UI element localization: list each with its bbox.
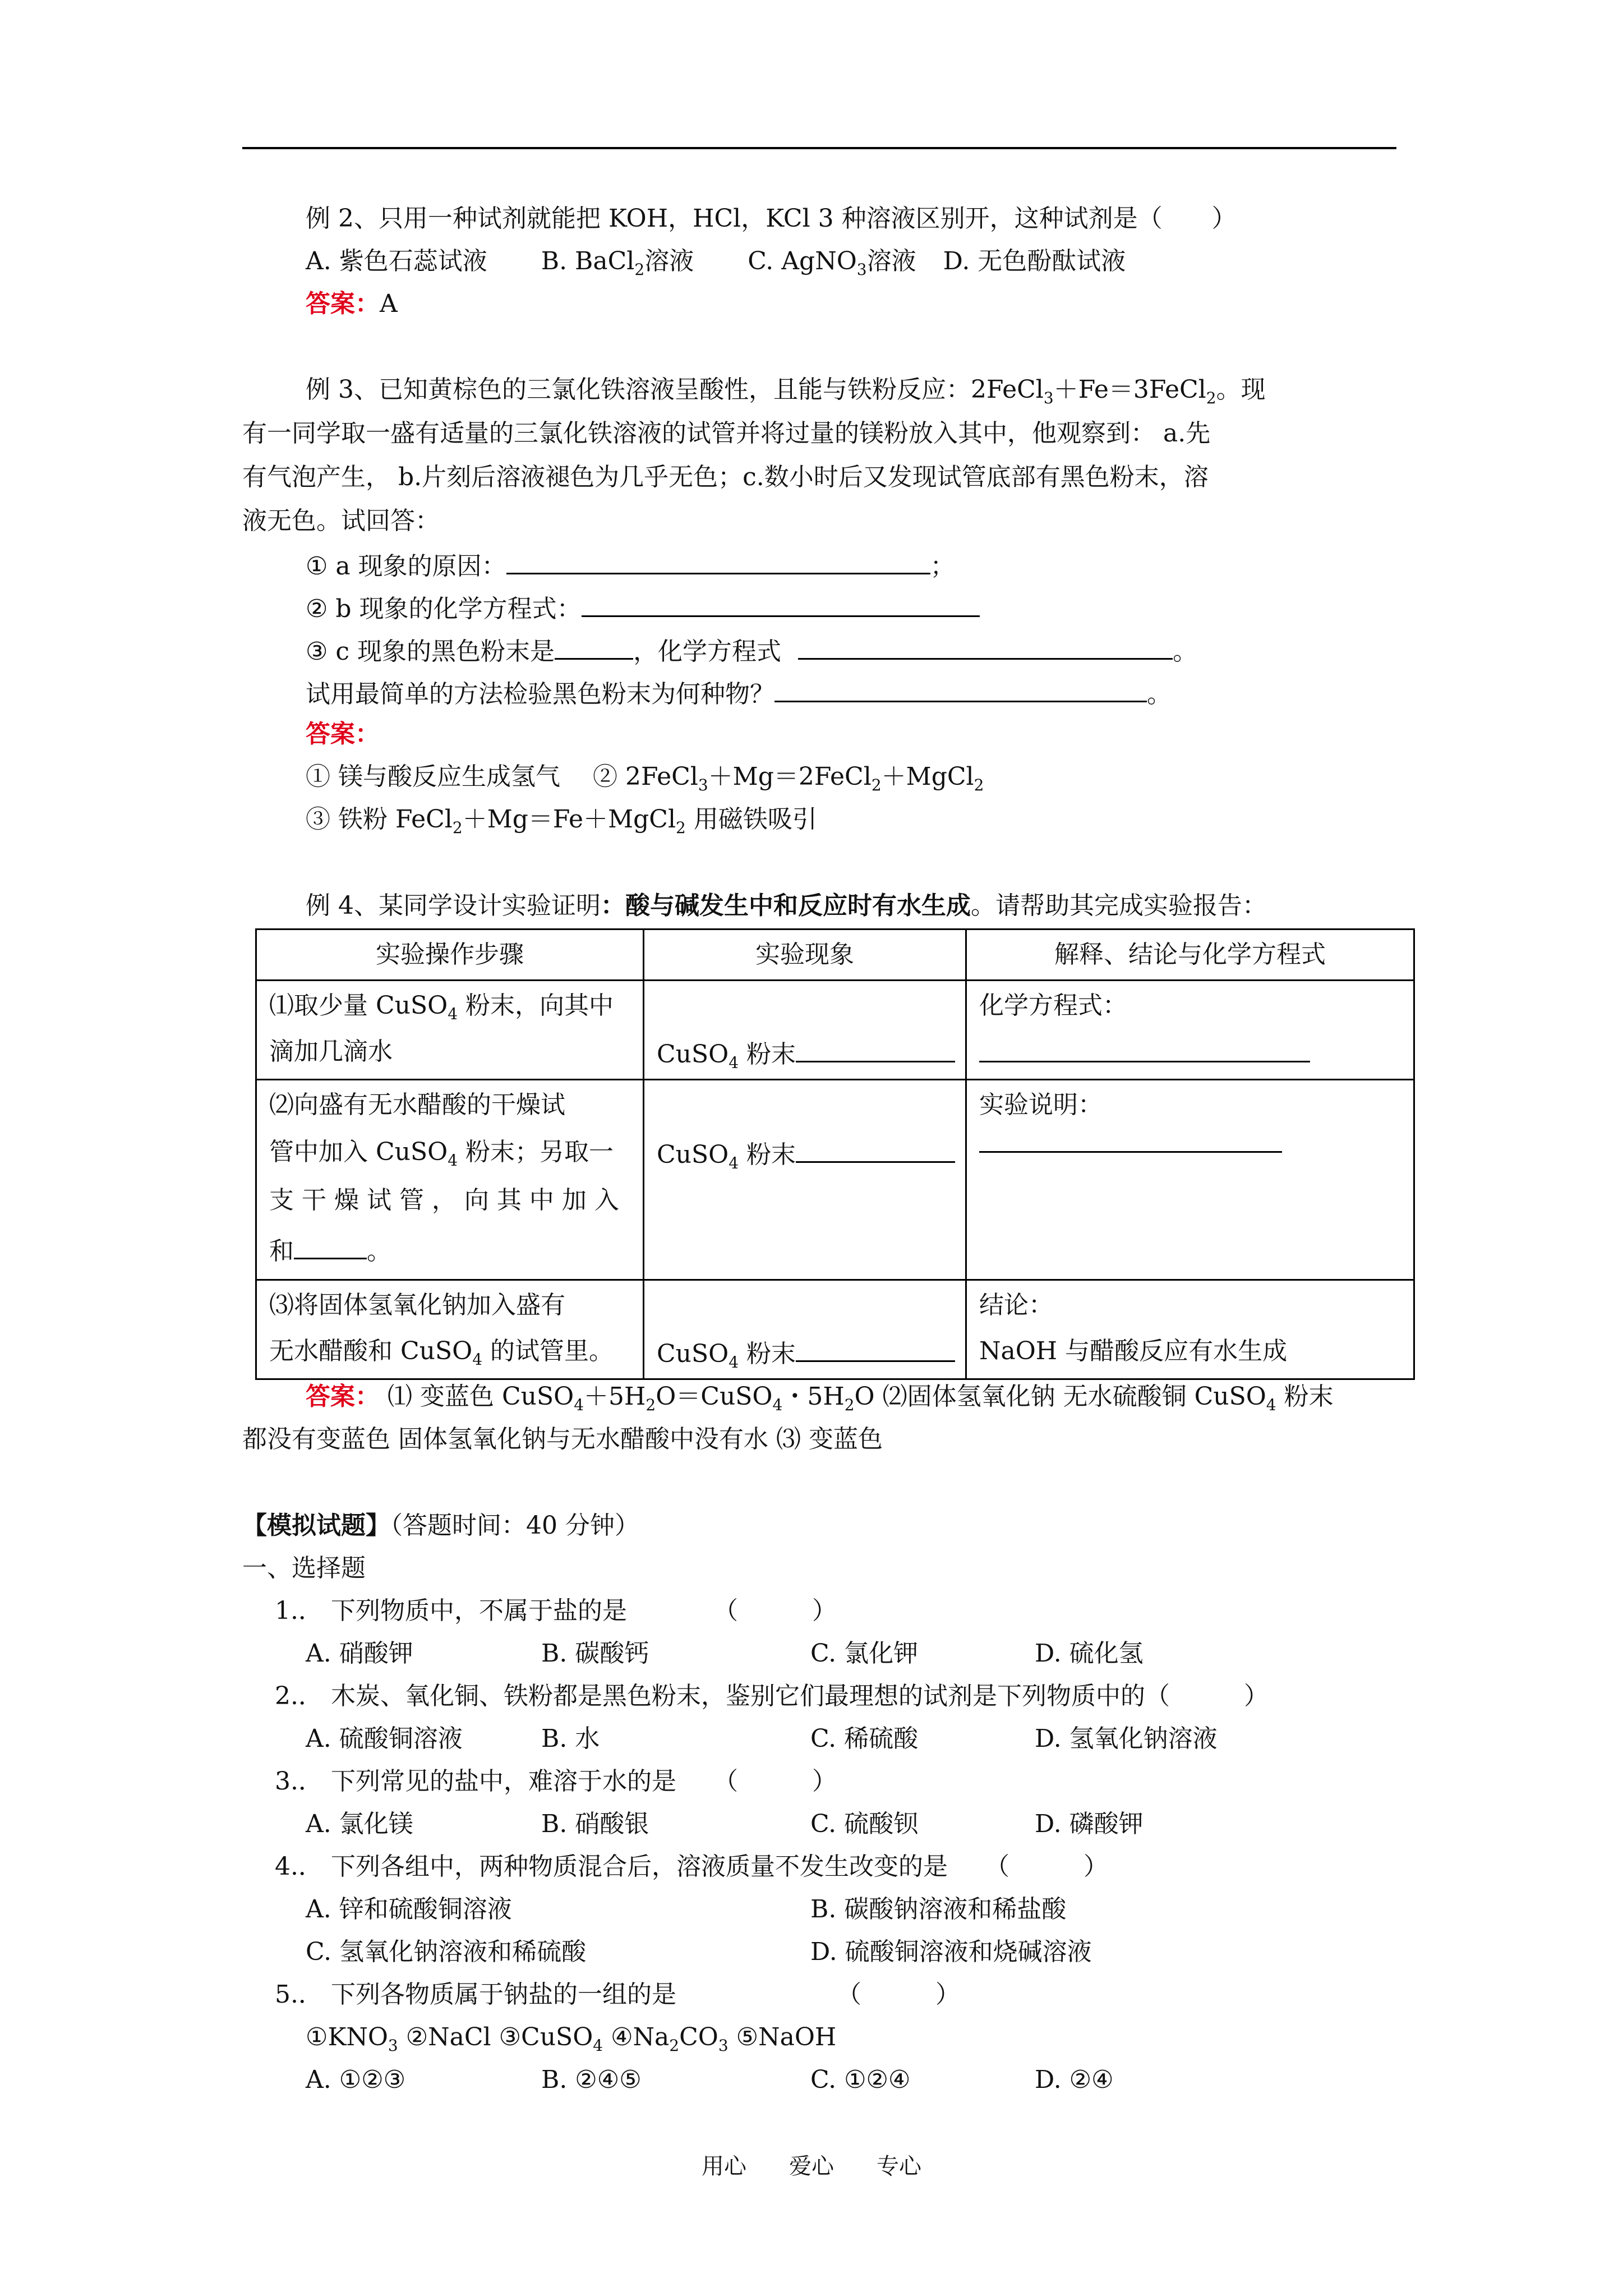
answer-blank[interactable] (506, 547, 930, 574)
ex2-option-a: A. 紫色石蕊试液 (306, 247, 487, 275)
ex3-line-1: 例 3、已知黄棕色的三氯化铁溶液呈酸性，且能与铁粉反应：2FeCl$_3$＋Fe＝3FeCl$_2$。现 (306, 375, 1266, 407)
answer-label: 答案： (306, 289, 380, 318)
table-row (256, 981, 1414, 1080)
ex3-question-c: ③ c 现象的黑色粉末是 ，化学方程式 。 (306, 632, 1197, 669)
ex3-line-2: 有一同学取一盛有适量的三氯化铁溶液的试管并将过量的镁粉放入其中，他观察到： a.先 (242, 419, 1211, 448)
answer-blank[interactable] (796, 1335, 955, 1362)
step-cell: ⑴取少量 CuSO$_4$ 粉末，向其中 滴加几滴水 (256, 981, 644, 1080)
ex4-answer-line-1: 答案： ⑴ 变蓝色 $CuSO_4+5H_2O=CuSO_4$・$5H_2O$ ⑵固体氢氧化钠 无水硫酸铜 CuSO$_4$ 粉末 (306, 1382, 1334, 1414)
table-row (256, 1080, 1414, 1280)
observation-cell: CuSO$_4$ 粉末 (644, 1280, 966, 1379)
ex3-question-d: 试用最简单的方法检验黑色粉末为何种物？ 。 (306, 675, 1172, 711)
step-cell: ⑶将固体氢氧化钠加入盛有 无水醋酸和 CuSO$_4$ 的试管里。 (256, 1280, 644, 1379)
document-page: 例 2、只用一种试剂就能把 KOH，HCl，KCl 3 种溶液区别开，这种试剂是（ ） A. 紫色石蕊试液 B. BaCl$_2$溶液 C. AgNO$_3$溶液 D. 无色酚酞试液 答案：A 例 3、已知黄棕色的三氯化铁溶液呈酸性，且能与铁粉反应：2FeCl$_3$＋Fe＝3FeCl$_2$。现 有一同学取一盛有适量的三氯化铁溶液的试管并将过量的镁粉放入其中，他观察到： a.先 有气泡产生， b.片刻后溶液褪色为几乎无色；c.数小时后又发现试管底部有黑色粉末，溶 液无色。试回答： ① a 现象的原因： ； ② b 现象的化学方程式： ③ c 现象的黑色粉末是 ，化学方程式 。 试用最简单的方法检验黑色粉末为何种物？ 。 答案： ① 镁与酸反应生成氢气 ② 2FeCl$_3$＋Mg＝2FeCl$_2$＋MgCl$_2$ ③ 铁粉 FeCl$_2$＋Mg＝Fe＋MgCl$_2$ 用磁铁吸引 例 4、某同学设计实验证明：酸与碱发生中和反应时有水生成。请帮助其完成实验报告： 实验操作步骤 实验现象 解释、结论与化学方程式 ⑴取少量 CuSO$_4$ 粉末，向其中 滴加几滴水 CuSO$_4$ 粉末 化学方程式： ⑵向盛有无水醋酸的干燥试 管中加入 CuSO$_4$ 粉末；另取一 支 干 燥 试 管 ， 向 其 中 加 入 和 。 CuSO$_4$ 粉末 实验说明： ⑶将固体氢氧化钠加入盛有 无水醋酸和 CuSO$_4$ 的试管里。 CuSO$_4$ 粉末 结论： NaOH 与醋酸反应有水生成 答案： ⑴ 变蓝色 $CuSO_4+5H_2O=CuSO_4$・$5H_2O$ ⑵固体氢氧化钠 无水硫酸铜 CuSO$_4$ 粉末 都没有变蓝色 固体氢氧化钠与无水醋酸中没有水 ⑶ 变蓝色 【模拟试题】（答题时间：40 分钟） 一、选择题 1.． 下列物质中，不属于盐的是 （ ） A. 硝酸钾 B. 碳酸钙 C. 氯化钾 D. 硫化氢 2.． 木炭、氧化铜、铁粉都是黑色粉末，鉴别它们最理想的试剂是下列物质中的（ ） A. 硫酸铜溶液 B. 水 C. 稀硫酸 D. 氢氧化钠溶液 3.． 下列常见的盐中，难溶于水的是 （ ） A. 氯化镁 B. 硝酸银 C. 硫酸钡 D. 磷酸钾 4.． 下列各组中，两种物质混合后，溶液质量不发生改变的是 （ ） A. 锌和硫酸铜溶液 B. 碳酸钠溶液和稀盐酸 C. 氢氧化钠溶液和稀硫酸 D. 硫酸铜溶液和烧碱溶液 5.． 下列各物质属于钠盐的一组的是 （ ） $①KNO_3$ ②NaCl ③CuSO$_4$ $④Na_2CO_3$ ⑤NaOH A. ①②③ B. ②④⑤ C. ①②④ D. ②④ 用心 爱心 专心 (0, 0, 1623, 2296)
ex3-answer-2: ③ 铁粉 FeCl$_2$＋Mg＝Fe＋MgCl$_2$ 用磁铁吸引 (306, 805, 817, 837)
ex2-option-b: B. BaCl$_2$溶液 (541, 247, 694, 279)
page-footer: 用心 爱心 专心 (702, 2154, 921, 2179)
observation-cell: CuSO$_4$ 粉末 (644, 981, 966, 1080)
header-cell: 实验操作步骤 (256, 930, 644, 981)
ex3-question-b: ② b 现象的化学方程式： (306, 590, 980, 626)
answer-blank[interactable] (796, 1035, 955, 1062)
header-cell: 实验现象 (644, 930, 966, 981)
conclusion-cell: 实验说明： (966, 1080, 1414, 1280)
question-5-items: $①KNO_3$ ②NaCl ③CuSO$_4$ $④Na_2CO_3$ ⑤NaOH (306, 2023, 837, 2055)
answer-blank[interactable] (774, 675, 1147, 702)
answer-blank[interactable] (555, 632, 633, 660)
answer-blank[interactable] (979, 1125, 1282, 1153)
experiment-table (255, 928, 1415, 1380)
section-subtitle: 一、选择题 (242, 1554, 366, 1582)
question-1: 1.． 下列物质中，不属于盐的是 （ ） (275, 1596, 837, 1625)
ex4-intro: 例 4、某同学设计实验证明：酸与碱发生中和反应时有水生成。请帮助其完成实验报告： (306, 891, 1267, 920)
step-cell: ⑵向盛有无水醋酸的干燥试 管中加入 CuSO$_4$ 粉末；另取一 支 干 燥 试 管 ， 向 其 中 加 入 和 。 (256, 1080, 644, 1280)
ex4-answer-line-2: 都没有变蓝色 固体氢氧化钠与无水醋酸中没有水 ⑶ 变蓝色 (242, 1425, 883, 1453)
ex2-question: 例 2、只用一种试剂就能把 KOH，HCl，KCl 3 种溶液区别开，这种试剂是（ ） (306, 204, 1237, 233)
answer-blank[interactable] (796, 1135, 955, 1163)
ex3-answer-label: 答案： (306, 720, 380, 748)
header-rule (242, 147, 1396, 149)
ex3-answer-1: ① 镁与酸反应生成氢气 ② 2FeCl$_3$＋Mg＝2FeCl$_2$＋MgCl$_2$ (306, 762, 984, 794)
ex3-line-3: 有气泡产生， b.片刻后溶液褪色为几乎无色；c.数小时后又发现试管底部有黑色粉末，溶 (242, 463, 1209, 491)
answer-blank[interactable] (798, 632, 1173, 660)
question-3: 3.． 下列常见的盐中，难溶于水的是 （ ） (275, 1767, 837, 1796)
answer-blank[interactable] (582, 590, 980, 617)
conclusion-cell: 结论： NaOH 与醋酸反应有水生成 (966, 1280, 1414, 1379)
section-title: 【模拟试题】（答题时间：40 分钟） (242, 1511, 639, 1540)
question-5: 5.． 下列各物质属于钠盐的一组的是 （ ） (275, 1980, 960, 2009)
conclusion-cell: 化学方程式： (966, 981, 1414, 1080)
question-4: 4.． 下列各组中，两种物质混合后，溶液质量不发生改变的是 （ ） (275, 1852, 1108, 1881)
answer-blank[interactable] (294, 1232, 367, 1259)
ex2-answer: 答案：A (306, 289, 398, 318)
ex2-option-d: D. 无色酚酞试液 (943, 247, 1126, 275)
ex2-options (306, 245, 1126, 278)
ex3-line-4: 液无色。试回答： (242, 507, 440, 535)
table-header-row (256, 930, 1414, 981)
ex2-option-c: C. AgNO$_3$溶液 (748, 247, 916, 279)
answer-blank[interactable] (979, 1035, 1310, 1062)
observation-cell: CuSO$_4$ 粉末 (644, 1080, 966, 1280)
ex3-question-a: ① a 现象的原因： ； (306, 547, 955, 583)
table-row (256, 1280, 1414, 1379)
header-cell: 解释、结论与化学方程式 (966, 930, 1414, 981)
question-2: 2.． 木炭、氧化铜、铁粉都是黑色粉末，鉴别它们最理想的试剂是下列物质中的（ ） (275, 1682, 1269, 1710)
